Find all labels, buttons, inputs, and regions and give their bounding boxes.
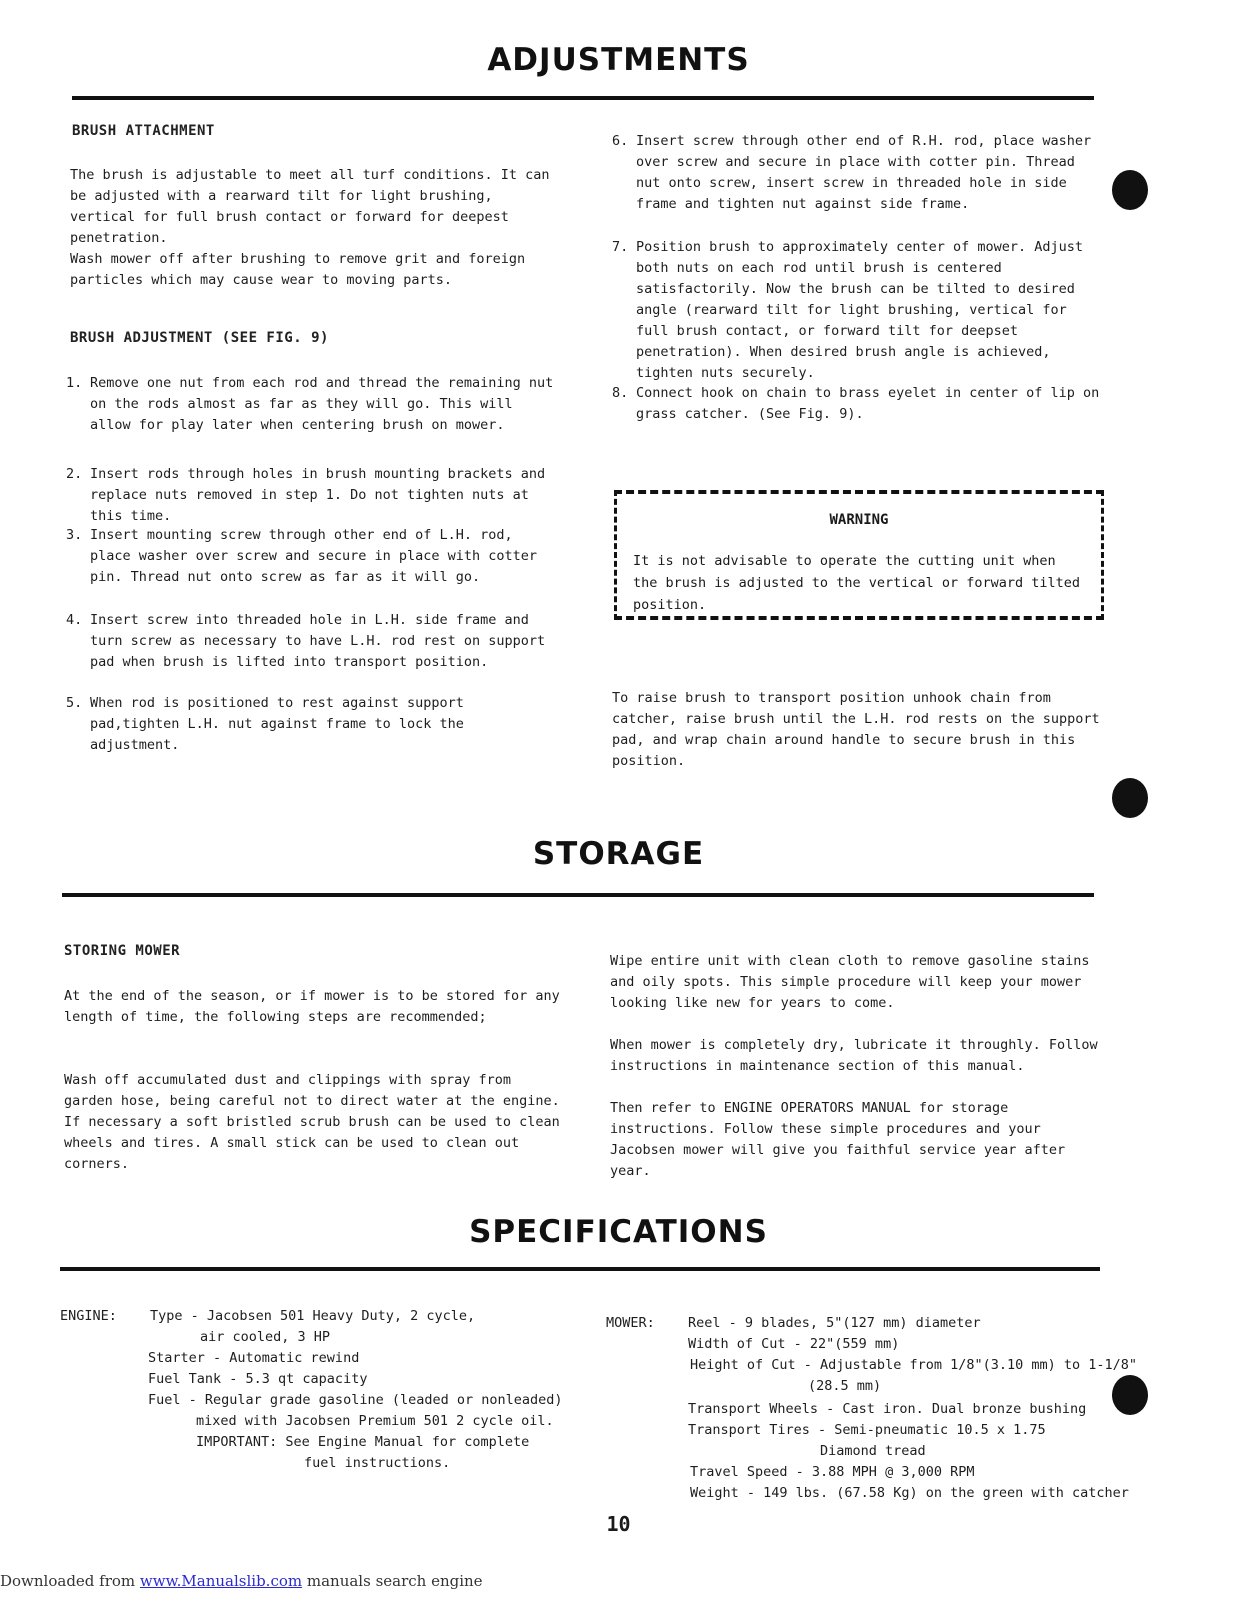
engine-label: ENGINE:	[60, 1308, 117, 1324]
storage-paragraph-2: Wash off accumulated dust and clippings with spray from garden hose, being careful not to direct water at the engine. If necessary a soft bristled scrub brush can be used to clean wheels and tires. A small stick can be used to clean out corners.	[64, 1072, 560, 1172]
footer-prefix: Downloaded from	[0, 1572, 140, 1590]
storing-mower-heading: STORING MOWER	[64, 943, 181, 959]
spec-line: Fuel Tank - 5.3 qt capacity	[148, 1371, 368, 1387]
step-number: 3.	[66, 527, 83, 543]
step-text: Insert screw into threaded hole in L.H. side frame and turn screw as necessary to have L.H. rod rest on support pad when brush is lifted into transport position.	[90, 612, 546, 670]
adjustments-title: ADJUSTMENTS	[487, 42, 750, 78]
storage-paragraph-1: At the end of the season, or if mower is to be stored for any length of time, the following steps are recommended;	[64, 988, 560, 1025]
spec-line: Reel - 9 blades, 5"(127 mm) diameter	[688, 1315, 981, 1331]
spec-line: Transport Wheels - Cast iron. Dual bronze bushing	[688, 1401, 1087, 1417]
transport-paragraph: To raise brush to transport position unhook chain from catcher, raise brush until the L.H. rod rests on the support pad, and wrap chain around handle to secure brush in this position.	[612, 690, 1100, 769]
binder-hole-mark	[1112, 778, 1148, 818]
spec-line: Height of Cut - Adjustable from 1/8"(3.10 mm) to 1-1/8"	[690, 1357, 1138, 1373]
step-text: Insert mounting screw through other end of L.H. rod, place washer over screw and secure in place with cotter pin. Thread nut onto screw as far as it will go.	[90, 527, 538, 585]
section-rule	[60, 1267, 1100, 1271]
storage-paragraph-5: Then refer to ENGINE OPERATORS MANUAL for storage instructions. Follow these simple procedures and your Jacobsen mower will give you faithful service year after year.	[610, 1100, 1066, 1179]
step-number: 5.	[66, 695, 83, 711]
section-rule	[62, 893, 1094, 897]
step-number: 8.	[612, 385, 629, 401]
manualslib-link[interactable]: www.Manualslib.com	[139, 1572, 303, 1590]
step-text: Position brush to approximately center of mower. Adjust both nuts on each rod until brush is centered satisfactorily. Now the brush can be tilted to desired angle (rearward tilt for light brushing, vertical for full brush contact, or forward tilt for deepset penetration). When desired brush angle is achieved, tighten nuts securely.	[636, 239, 1084, 381]
step-text: Insert rods through holes in brush mounting brackets and replace nuts removed in step 1. Do not tighten nuts at this time.	[90, 466, 546, 524]
step-number: 7.	[612, 239, 629, 255]
spec-line: Transport Tires - Semi-pneumatic 10.5 x 1.75	[688, 1422, 1046, 1438]
spec-line: Travel Speed - 3.88 MPH @ 3,000 RPM	[690, 1464, 975, 1480]
spec-line: Width of Cut - 22"(559 mm)	[688, 1336, 900, 1352]
warning-box	[614, 490, 1104, 620]
step-number: 4.	[66, 612, 83, 628]
section-rule	[72, 96, 1094, 100]
brush-adjustment-heading: BRUSH ADJUSTMENT (SEE FIG. 9)	[70, 330, 329, 346]
specifications-title: SPECIFICATIONS	[469, 1214, 768, 1250]
storage-paragraph-3: Wipe entire unit with clean cloth to remove gasoline stains and oily spots. This simple procedure will keep your mower looking like new for years to come.	[610, 953, 1090, 1011]
step-text: Remove one nut from each rod and thread the remaining nut on the rods almost as far as they will go. This will allow for play later when centering brush on mower.	[90, 375, 554, 433]
spec-line: Fuel - Regular grade gasoline (leaded or nonleaded)	[148, 1392, 563, 1408]
step-text: When rod is positioned to rest against support pad,tighten L.H. nut against frame to lock the adjustment.	[90, 695, 464, 753]
step-number: 6.	[612, 133, 629, 149]
step-number: 1.	[66, 375, 83, 391]
footer	[0, 1572, 483, 1590]
footer-suffix: manuals search engine	[302, 1572, 483, 1590]
spec-line: mixed with Jacobsen Premium 501 2 cycle oil.	[196, 1413, 554, 1429]
storage-paragraph-4: When mower is completely dry, lubricate it throughly. Follow instructions in maintenance section of this manual.	[610, 1037, 1098, 1074]
spec-line: Weight - 149 lbs. (67.58 Kg) on the green with catcher	[690, 1485, 1129, 1501]
spec-line: (28.5 mm)	[808, 1378, 882, 1394]
spec-line: Starter - Automatic rewind	[148, 1350, 360, 1366]
storage-title: STORAGE	[532, 836, 705, 872]
page-number: 10	[606, 1512, 631, 1536]
step-text: Connect hook on chain to brass eyelet in center of lip on grass catcher. (See Fig. 9).	[636, 385, 1100, 422]
spec-line: fuel instructions.	[304, 1455, 451, 1471]
spec-line: Type - Jacobsen 501 Heavy Duty, 2 cycle,	[150, 1308, 476, 1324]
spec-line: Diamond tread	[820, 1443, 926, 1459]
step-text: Insert screw through other end of R.H. rod, place washer over screw and secure in place with cotter pin. Thread nut onto screw, insert screw in threaded hole in side frame and tighten nut against side frame.	[636, 133, 1092, 212]
spec-line: air cooled, 3 HP	[200, 1329, 331, 1345]
binder-hole-mark	[1112, 170, 1148, 210]
warning-text: It is not advisable to operate the cutting unit when the brush is adjusted to the vertical or forward tilted position.	[633, 553, 1081, 613]
warning-title: WARNING	[829, 512, 889, 528]
binder-hole-mark	[1112, 1375, 1148, 1415]
step-number: 2.	[66, 466, 83, 482]
spec-line: IMPORTANT: See Engine Manual for complete	[196, 1434, 530, 1450]
brush-attachment-paragraph-2: Wash mower off after brushing to remove grit and foreign particles which may cause wear to moving parts.	[70, 251, 526, 288]
brush-attachment-paragraph-1: The brush is adjustable to meet all turf conditions. It can be adjusted with a rearward tilt for light brushing, vertical for full brush contact or forward for deepest penetration.	[70, 167, 550, 246]
brush-attachment-heading: BRUSH ATTACHMENT	[72, 123, 215, 139]
mower-label: MOWER:	[606, 1315, 655, 1331]
